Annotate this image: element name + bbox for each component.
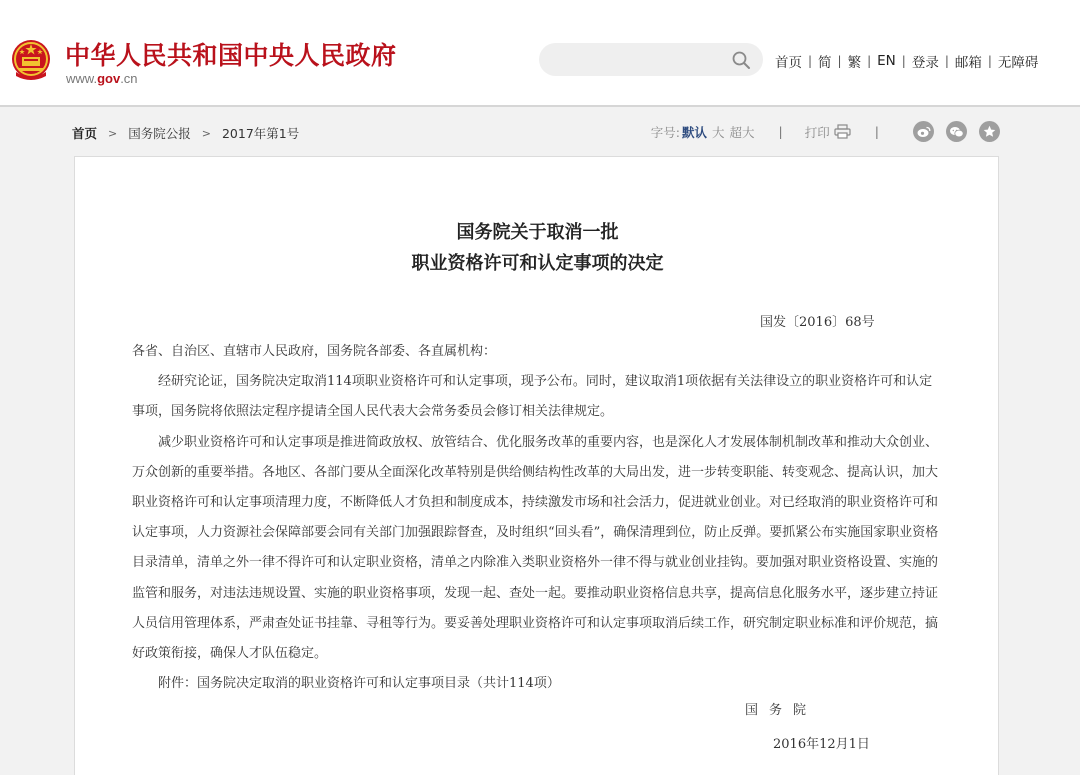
printer-icon [834, 124, 851, 139]
signer: 国务院 [745, 703, 818, 718]
print-button[interactable] [805, 123, 851, 141]
domain-prefix: www. [66, 71, 98, 86]
document-number: 国发〔2016〕68号 [760, 315, 875, 330]
nav-separator: | [901, 54, 906, 68]
breadcrumb-home[interactable]: 首页 [72, 126, 98, 141]
nav-login[interactable]: 登录 [911, 55, 939, 71]
paragraph-1: 经研究论证，国务院决定取消114项职业资格许可和认定事项，现予公布。同时，建议取消1项依据有关法律设立的职业资格许可和认定事项，国务院将依照法定程序提请全国人民代表大会常务委员会修订相关法律规定。 [132, 374, 933, 420]
site-title[interactable]: 中华人民共和国中央人民政府 [65, 41, 397, 70]
domain-suffix: .cn [120, 71, 138, 86]
breadcrumb-gazette[interactable]: 国务院公报 [128, 126, 191, 141]
nav-separator: | [837, 54, 842, 68]
breadcrumb [72, 124, 299, 142]
chevron-right-icon: > [201, 126, 211, 140]
nav-english[interactable]: EN [877, 53, 896, 69]
nav-home[interactable]: 首页 [775, 55, 802, 71]
document-panel [74, 156, 999, 775]
paragraph-2: 减少职业资格许可和认定事项是推进简政放权、放管结合、优化服务改革的重要内容，也是深化人才发展体制机制改革和推动大众创业、万众创新的重要举措。各地区、各部门要从全面深化改革特别是供给侧结构性改革的大局出发，进一步转变职能、转变观念、提高认识，加大职业资格许可和认定事项清理力度，不断降低人才负担和制度成本，持续激发市场和社会活力，促进就业创业。对已经取消的职业资格许可和认定事项，人力资源社会保障部要会同有关部门加强跟踪督查，及时组织“回头看”，确保清理到位，防止反弹。要抓紧公布实施国家职业资格目录清单，清单之外一律不得许可和认定职业资格，清单之内除准入类职业资格外一律不得与就业创业挂钩。要加强对职业资格设置、实施的监管和服务，对违法违规设置、实施的职业资格事项，发现一起、查处一起。要推动职业资格信息共享，提高信息化服务水平，逐步建立持证人员信用管理体系，严肃查处证书挂靠、寻租等行为。要妥善处理职业资格许可和认定事项取消后续工作，研究制定职业标准和评价规范，搞好政策衔接，确保人才队伍稳定。 [132, 434, 939, 662]
print-label: 打印 [804, 124, 830, 140]
nav-separator: | [808, 54, 813, 68]
document-title [75, 217, 1000, 279]
tools-separator: | [874, 124, 879, 139]
addressee: 各省、自治区、直辖市人民政府，国务院各部委、各直属机构： [132, 344, 497, 359]
document-date: 2016年12月1日 [773, 737, 870, 752]
weibo-icon[interactable] [913, 121, 934, 142]
chevron-right-icon: > [108, 126, 118, 140]
page-tools [651, 121, 1000, 142]
search-icon[interactable] [731, 50, 751, 70]
search-box [539, 43, 763, 76]
document-title-line1: 国务院关于取消一批 [456, 222, 619, 243]
breadcrumb-issue[interactable]: 2017年第1号 [221, 126, 300, 141]
breadcrumb-bar [72, 124, 1000, 142]
font-size-large[interactable]: 大 [712, 124, 725, 140]
site-header [0, 0, 1080, 107]
top-nav [775, 51, 1038, 71]
document-body [132, 337, 944, 699]
nav-simplified[interactable]: 简 [818, 55, 832, 71]
nav-mailbox[interactable]: 邮箱 [954, 55, 982, 71]
nav-separator: | [867, 54, 872, 68]
font-size-default[interactable]: 默认 [682, 124, 708, 140]
tools-separator: | [778, 124, 783, 139]
font-size-extra-large[interactable]: 超大 [729, 124, 755, 140]
font-size-label: 字号: [650, 124, 680, 140]
site-domain[interactable] [66, 71, 138, 86]
nav-separator: | [987, 54, 992, 68]
wechat-icon[interactable] [946, 121, 967, 142]
domain-main: gov [97, 71, 121, 86]
search-input[interactable] [553, 49, 723, 70]
nav-accessibility[interactable]: 无障碍 [997, 55, 1039, 71]
nav-separator: | [944, 54, 949, 68]
attachment-line[interactable]: 附件：国务院决定取消的职业资格许可和认定事项目录（共计114项） [158, 676, 560, 692]
favorite-icon[interactable] [979, 121, 1000, 142]
document-title-line2: 职业资格许可和认定事项的决定 [411, 253, 664, 274]
nav-traditional[interactable]: 繁 [847, 55, 862, 71]
national-emblem-icon[interactable] [10, 38, 52, 82]
